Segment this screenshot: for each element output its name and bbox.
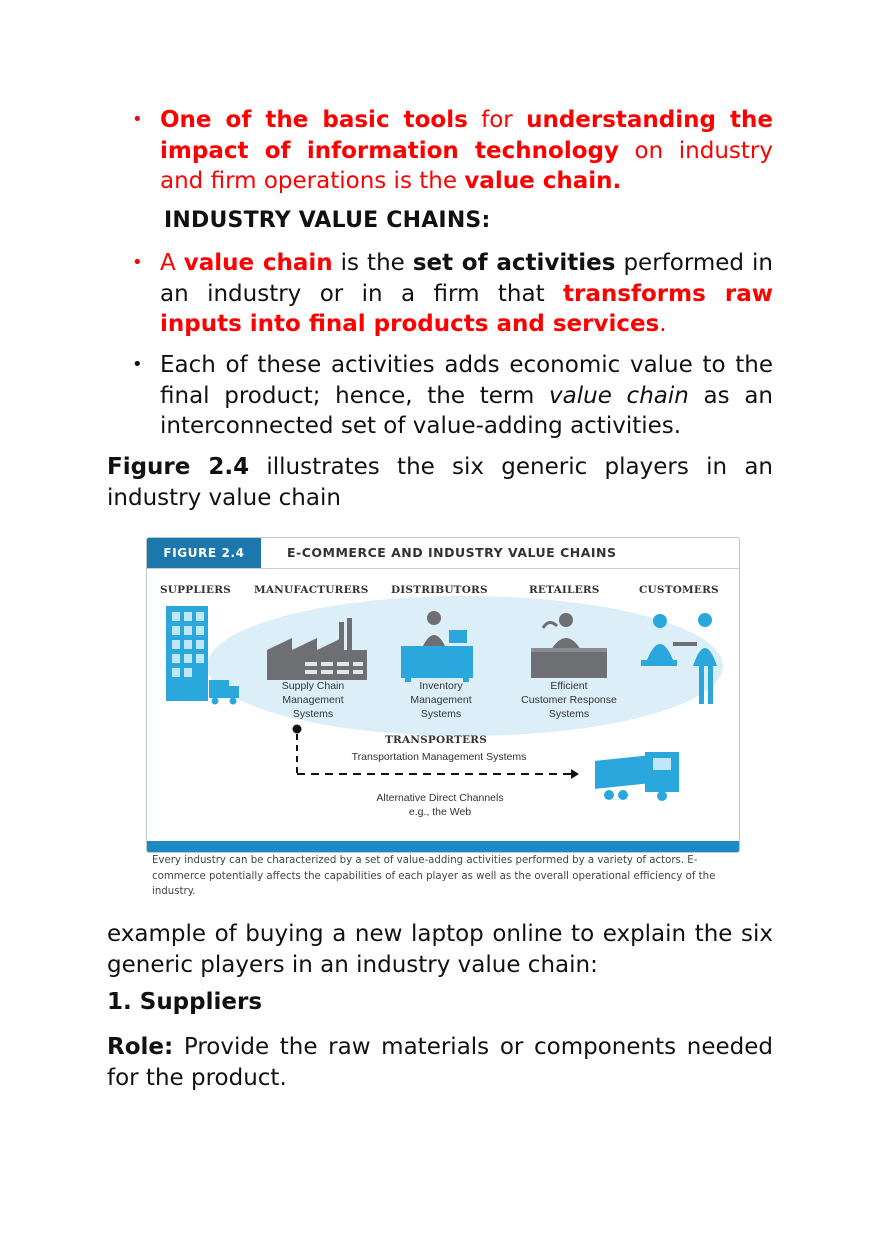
arrow-right-icon [571,769,579,779]
inventory-systems-label: Inventory Management Systems [410,680,472,720]
supplier-building-icon [166,606,208,701]
paragraph-laptop-example: example of buying a new laptop online to explain the six generic players in an industry value chain: [107,921,773,978]
column-retailers: RETAILERS [529,584,600,596]
figure-header [147,538,739,569]
alternative-channels-label: Alternative Direct Channels e.g., the Web [376,792,504,818]
paragraph-suppliers-role: Role: Provide the raw materials or components needed for the product. [107,1034,773,1091]
column-suppliers: SUPPLIERS [160,584,231,596]
ecr-systems-label: Efficient Customer Response Systems [521,680,617,720]
transport-start-dot [293,725,302,734]
figure-bottom-bar [147,841,739,852]
bullet-value-chain-tool: • One of the basic tools for understanding the impact of information technology on industry and firm operations is the value chain. [160,105,773,197]
transport-truck-icon [595,752,679,801]
figure-label: FIGURE 2.4 [147,538,261,568]
section-suppliers-heading: 1. Suppliers [107,989,263,1015]
transporters-label: TRANSPORTERS [385,734,487,746]
transportation-systems-label: Transportation Management Systems [351,751,527,763]
figure-value-chain [146,537,740,853]
figure-title: E-COMMERCE AND INDUSTRY VALUE CHAINS [287,545,617,560]
paragraph-figure-intro: Figure 2.4 illustrates the six generic players in an industry value chain [107,454,773,511]
column-customers: CUSTOMERS [639,584,719,596]
section-heading: INDUSTRY VALUE CHAINS: [164,208,491,233]
column-manufacturers: MANUFACTURERS [254,584,369,596]
bullet-value-chain-definition: • A value chain is the set of activities performed in an industry or in a firm that transforms raw inputs into final products and services. [160,248,773,340]
supply-chain-systems-label: Supply Chain Management Systems [281,680,345,720]
column-distributors: DISTRIBUTORS [391,584,488,596]
bullet-economic-value: • Each of these activities adds economic value to the final product; hence, the term value chain as an interconnected set of value-adding activities. [160,350,773,442]
figure-caption: Every industry can be characterized by a set of value-adding activities performed by a variety of actors. E-commerce potentially affects the capabilities of each player as well as the overall operational efficiency of the industry. [152,855,716,897]
